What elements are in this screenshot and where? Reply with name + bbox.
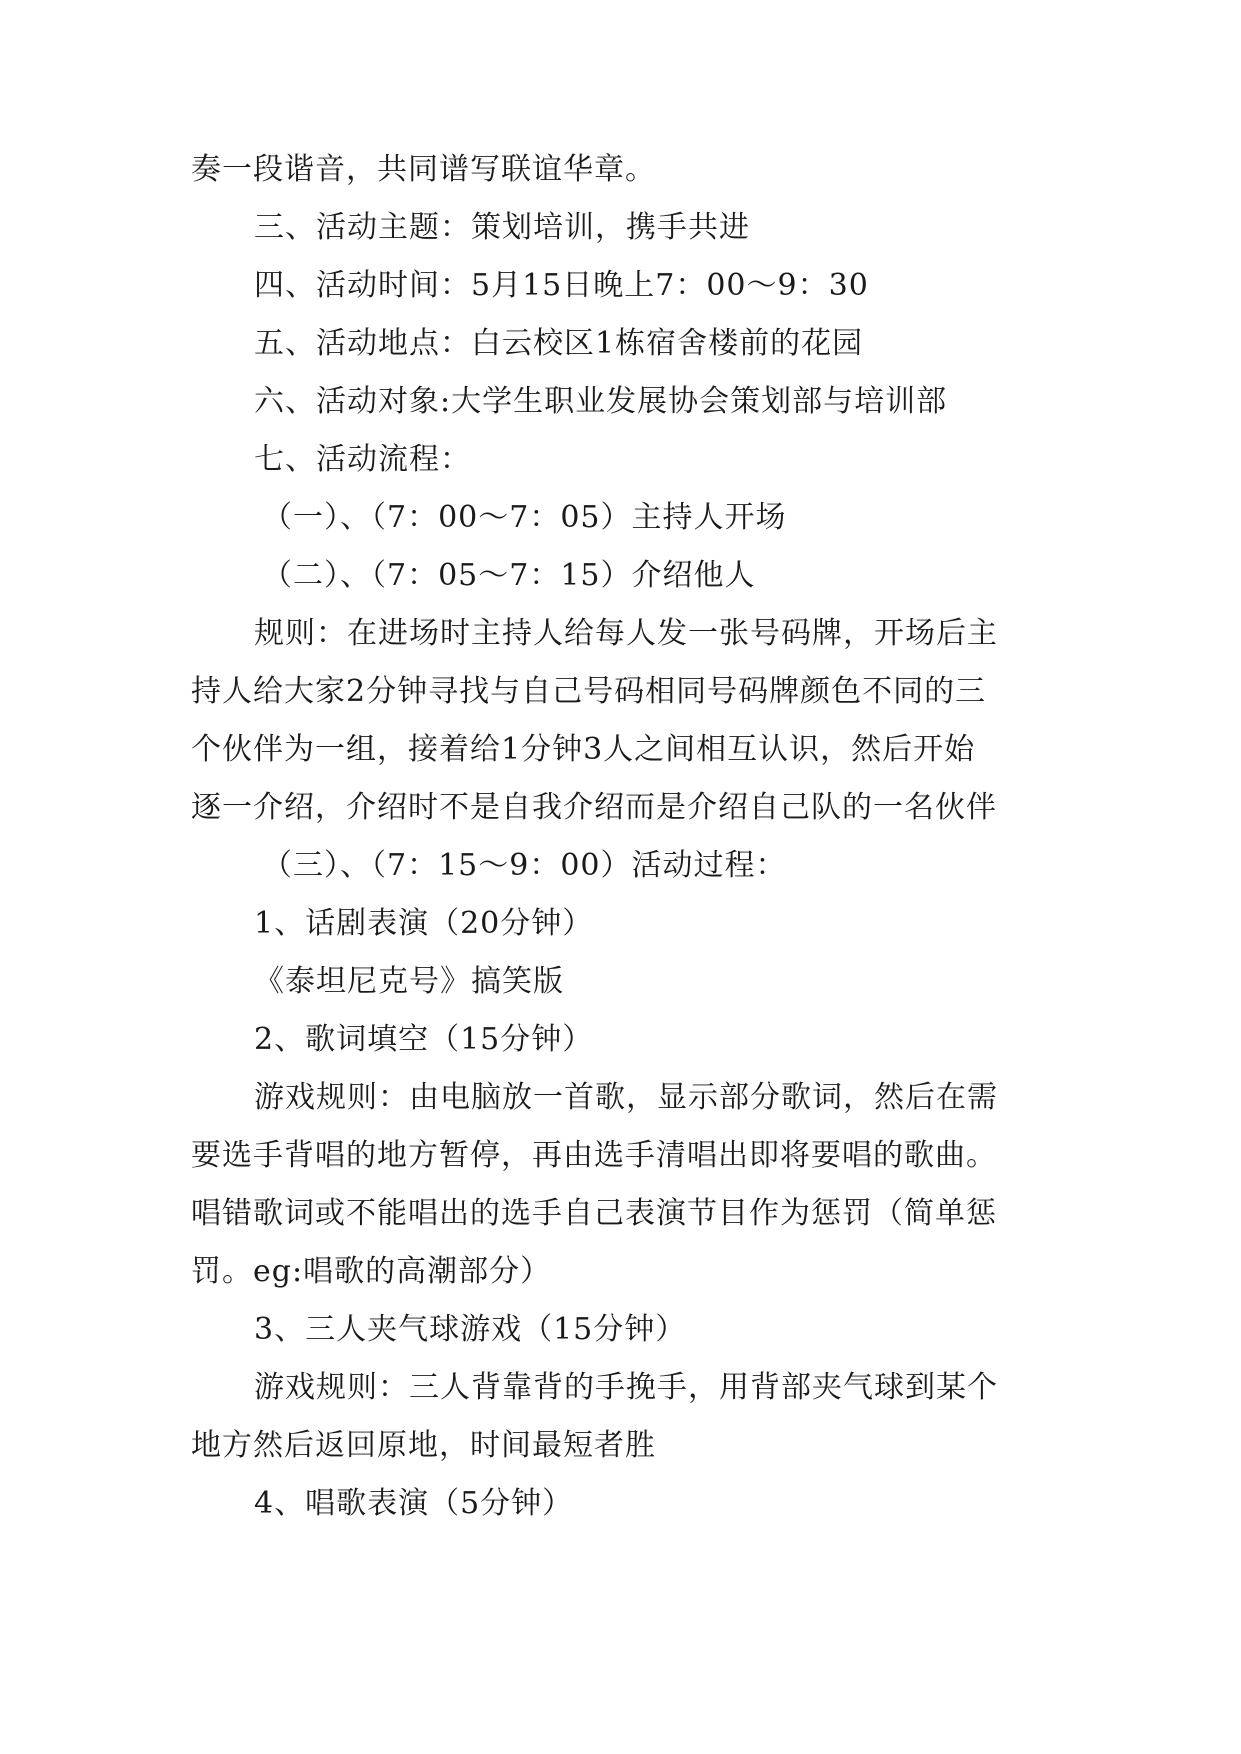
process-step-1: （一）、（7：00～7：05）主持人开场 <box>262 500 787 535</box>
activity-item-3: 3、三人夹气球游戏（15分钟） <box>254 1312 687 1347</box>
activity-item-2: 2、歌词填空（15分钟） <box>254 1022 594 1057</box>
paragraph-line: 《泰坦尼克号》搞笑版 <box>254 964 564 999</box>
section-heading-time: 四、活动时间：5月15日晚上7：00～9：30 <box>254 268 869 303</box>
paragraph-line: 逐一介绍，介绍时不是自我介绍而是介绍自己队的一名伙伴 <box>191 790 997 825</box>
paragraph-line: 唱错歌词或不能唱出的选手自己表演节目作为惩罚（简单惩 <box>191 1196 997 1231</box>
paragraph-line: 要选手背唱的地方暂停，再由选手清唱出即将要唱的歌曲。 <box>191 1138 997 1173</box>
section-heading-theme: 三、活动主题：策划培训，携手共进 <box>254 210 750 245</box>
activity-item-4: 4、唱歌表演（5分钟） <box>254 1486 574 1521</box>
process-step-3: （三）、（7：15～9：00）活动过程： <box>262 848 787 883</box>
paragraph-line: 罚。eg:唱歌的高潮部分） <box>191 1254 552 1289</box>
paragraph-line: 奏一段谐音，共同谱写联谊华章。 <box>191 152 656 187</box>
paragraph-line: 规则：在进场时主持人给每人发一张号码牌，开场后主 <box>254 616 998 651</box>
paragraph-line: 地方然后返回原地，时间最短者胜 <box>191 1428 656 1463</box>
section-heading-process: 七、活动流程： <box>254 442 471 477</box>
section-heading-location: 五、活动地点：白云校区1栋宿舍楼前的花园 <box>254 326 864 361</box>
paragraph-line: 个伙伴为一组，接着给1分钟3人之间相互认识，然后开始 <box>191 732 976 767</box>
paragraph-line: 持人给大家2分钟寻找与自己号码相同号码牌颜色不同的三 <box>191 674 987 709</box>
paragraph-line: 游戏规则：由电脑放一首歌，显示部分歌词，然后在需 <box>254 1080 998 1115</box>
section-heading-audience: 六、活动对象:大学生职业发展协会策划部与培训部 <box>254 384 948 419</box>
process-step-2: （二）、（7：05～7：15）介绍他人 <box>262 558 756 593</box>
paragraph-line: 游戏规则：三人背靠背的手挽手，用背部夹气球到某个 <box>254 1370 998 1405</box>
activity-item-1: 1、话剧表演（20分钟） <box>254 906 594 941</box>
